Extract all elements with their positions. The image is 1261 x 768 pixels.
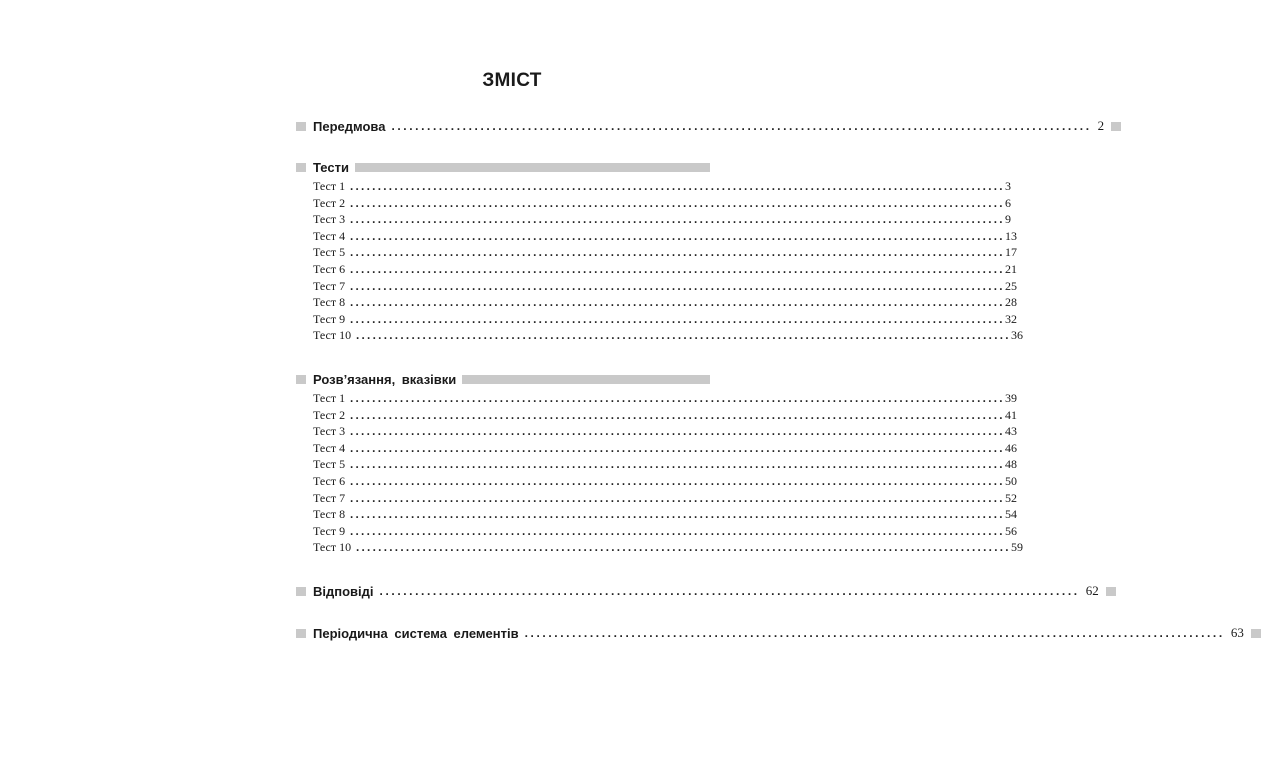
tests-list — [313, 178, 1023, 344]
item-label: Тест 10 — [313, 328, 352, 343]
item-page: 13 — [1004, 228, 1017, 243]
toc-item-tests-1[interactable] — [313, 178, 1011, 195]
item-label: Тест 10 — [313, 540, 352, 555]
item-label: Тест 7 — [313, 278, 346, 293]
dot-leader: ...................................................................................................................... — [350, 407, 1005, 422]
toc-item-solutions-2[interactable] — [313, 407, 1017, 424]
toc-item-solutions-1[interactable] — [313, 390, 1017, 407]
item-page: 50 — [1004, 473, 1017, 488]
item-page: 52 — [1004, 490, 1017, 505]
section-marker-icon — [296, 122, 306, 131]
dot-leader: ...................................................................................................................... — [350, 261, 1005, 276]
periodic-page: 63 — [1230, 625, 1244, 640]
item-page: 48 — [1004, 457, 1017, 472]
toc-entry-answers[interactable] — [296, 582, 1099, 600]
item-label: Тест 2 — [313, 195, 346, 210]
section-marker-icon — [296, 163, 306, 172]
section-marker-icon — [1251, 629, 1261, 638]
answers-label: Відповіді — [313, 583, 374, 599]
dot-leader: ...................................................................................................................... — [350, 424, 1005, 439]
dot-leader: ...................................................................................................................... — [350, 440, 1005, 455]
item-label: Тест 4 — [313, 440, 346, 455]
section-marker-icon — [1106, 587, 1116, 596]
item-label: Тест 6 — [313, 473, 346, 488]
toc-entry-preface[interactable] — [296, 117, 1105, 135]
item-page: 9 — [1004, 212, 1011, 227]
toc-item-tests-6[interactable] — [313, 261, 1017, 278]
item-page: 46 — [1004, 440, 1017, 455]
item-page: 17 — [1004, 245, 1017, 260]
dot-leader: ...................................................................................................................... — [350, 228, 1005, 243]
item-page: 43 — [1004, 424, 1017, 439]
toc-title: ЗМІСТ — [482, 70, 542, 91]
solutions-section-label: Розв’язання, вказівки — [313, 371, 457, 387]
item-label: Тест 3 — [313, 212, 346, 227]
item-page: 21 — [1004, 261, 1017, 276]
section-header-tests — [296, 158, 710, 176]
item-page: 56 — [1004, 523, 1017, 538]
item-label: Тест 2 — [313, 407, 346, 422]
dot-leader: ...................................................................................................................... — [356, 328, 1011, 343]
item-label: Тест 9 — [313, 523, 346, 538]
toc-item-tests-4[interactable] — [313, 228, 1017, 245]
section-header-bar — [462, 375, 710, 384]
item-page: 54 — [1004, 507, 1017, 522]
dot-leader: ...................................................................................................................... — [350, 473, 1005, 488]
section-marker-icon — [1111, 122, 1121, 131]
answers-page: 62 — [1085, 583, 1099, 598]
item-label: Тест 4 — [313, 228, 346, 243]
dot-leader: ...................................................................................................................... — [350, 278, 1005, 293]
preface-page: 2 — [1097, 118, 1105, 133]
dot-leader: ...................................................................................................................... — [350, 457, 1005, 472]
section-marker-icon — [296, 629, 306, 638]
item-label: Тест 5 — [313, 457, 346, 472]
toc-item-tests-8[interactable] — [313, 294, 1017, 311]
section-marker-icon — [296, 587, 306, 596]
dot-leader: ...................................................................................................................... — [356, 540, 1011, 555]
toc-item-tests-7[interactable] — [313, 278, 1017, 295]
toc-item-solutions-4[interactable] — [313, 440, 1017, 457]
periodic-label: Періодична система елементів — [313, 625, 519, 641]
section-marker-icon — [296, 375, 306, 384]
dot-leader: ...................................................................................................................... — [350, 295, 1005, 310]
item-label: Тест 8 — [313, 295, 346, 310]
toc-item-tests-10[interactable] — [313, 327, 1023, 344]
toc-item-solutions-10[interactable] — [313, 539, 1023, 556]
toc-item-solutions-6[interactable] — [313, 473, 1017, 490]
item-page: 28 — [1004, 295, 1017, 310]
item-page: 6 — [1004, 195, 1011, 210]
item-page: 59 — [1010, 540, 1023, 555]
solutions-list — [313, 390, 1023, 556]
dot-leader: ...................................................................................................................... — [350, 523, 1005, 538]
item-label: Тест 1 — [313, 179, 346, 193]
dot-leader: ...................................................................................................................... — [350, 311, 1005, 326]
toc-item-tests-9[interactable] — [313, 311, 1017, 328]
toc-item-solutions-9[interactable] — [313, 523, 1017, 540]
toc-entry-periodic-table[interactable] — [296, 624, 1244, 642]
item-label: Тест 3 — [313, 424, 346, 439]
item-page: 3 — [1004, 179, 1011, 193]
item-page: 36 — [1010, 328, 1023, 343]
tests-section-label: Тести — [313, 159, 349, 175]
item-label: Тест 8 — [313, 507, 346, 522]
toc-item-tests-3[interactable] — [313, 211, 1011, 228]
dot-leader: ...................................................................................................................... — [350, 507, 1005, 522]
item-page: 25 — [1004, 278, 1017, 293]
section-header-bar — [355, 163, 710, 172]
item-label: Тест 6 — [313, 261, 346, 276]
toc-item-tests-2[interactable] — [313, 195, 1011, 212]
dot-leader: ...................................................................................................................... — [379, 584, 1080, 598]
toc-item-solutions-3[interactable] — [313, 423, 1017, 440]
item-page: 39 — [1004, 391, 1017, 405]
item-label: Тест 9 — [313, 311, 346, 326]
item-page: 32 — [1004, 311, 1017, 326]
item-label: Тест 5 — [313, 245, 346, 260]
item-page: 41 — [1004, 407, 1017, 422]
toc-item-solutions-5[interactable] — [313, 456, 1017, 473]
dot-leader: ...................................................................................................................... — [524, 626, 1225, 640]
dot-leader: ...................................................................................................................... — [350, 195, 1005, 210]
dot-leader: ...................................................................................................................... — [391, 119, 1092, 133]
dot-leader: ...................................................................................................................... — [350, 179, 1005, 193]
dot-leader: ...................................................................................................................... — [350, 212, 1005, 227]
toc-item-solutions-7[interactable] — [313, 490, 1017, 507]
toc-item-tests-5[interactable] — [313, 244, 1017, 261]
dot-leader: ...................................................................................................................... — [350, 245, 1005, 260]
dot-leader: ...................................................................................................................... — [350, 391, 1005, 405]
dot-leader: ...................................................................................................................... — [350, 490, 1005, 505]
preface-label: Передмова — [313, 118, 386, 134]
item-label: Тест 7 — [313, 490, 346, 505]
toc-item-solutions-8[interactable] — [313, 506, 1017, 523]
item-label: Тест 1 — [313, 391, 346, 405]
section-header-solutions — [296, 370, 710, 388]
